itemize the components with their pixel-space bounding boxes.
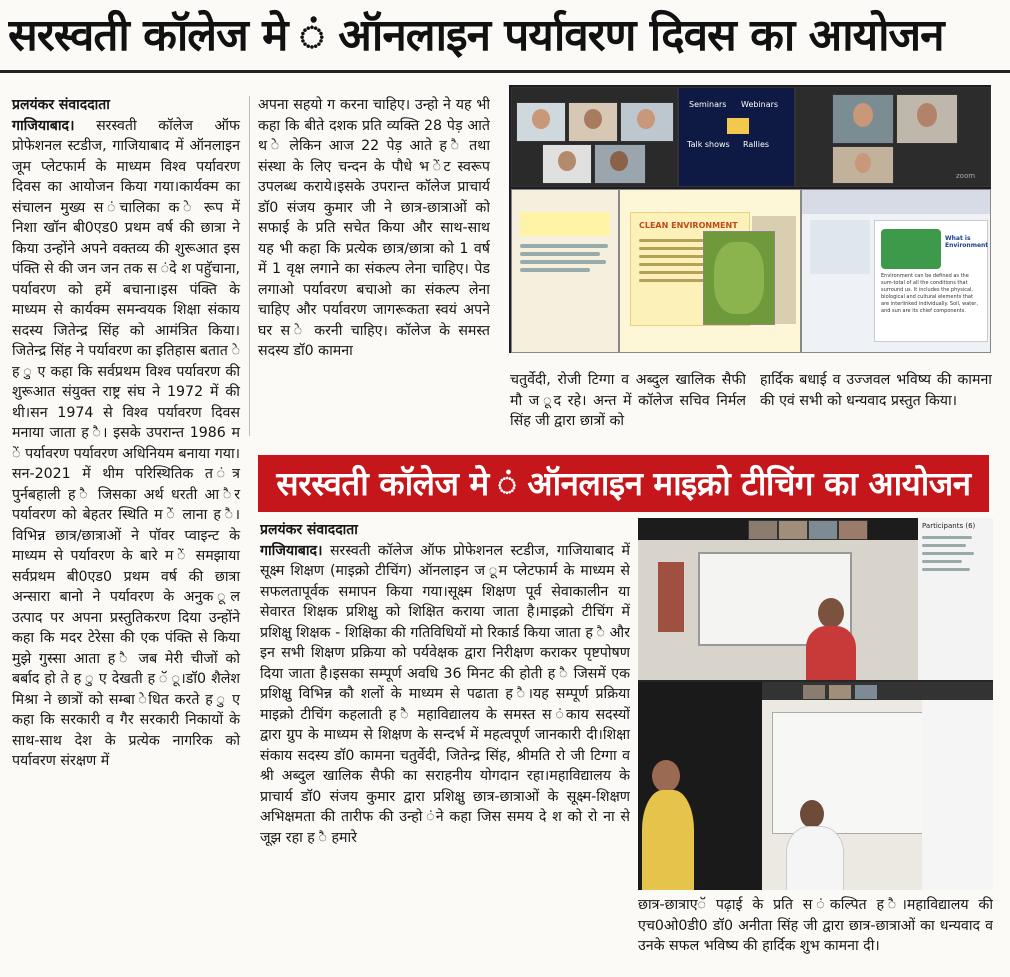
article1-col2-text: अपना सहयो ग करना चाहिए। उन्हो ने यह भी कहा कि बीते दशक प्रति व्यक्ति 28 पेड़ आते थ े लेकिन आज 22 पेड़ आते ह ै तथा संस्था के लिए चन्दन के पौधे भ ेंट स्वरूप उपलब्ध कराये।इसके उपरान्त कॉलेज प्राचार्य डॉ0 संजय कुमार जी ने छात्र-छात्राओं को सफाई के प्रति सचेत किया और साथ-साथ यह भी कहा कि प्रत्येक छात्र/छात्रा को 1 वर्ष में 1 वृक्ष लगाने का संकल्प लेना चाहिए। पेड लगाओ पर्यावरण बचाओ का संकल्प लेना चाहिए और पर्यावरण जागरूकता स्वयं अपने घर स े करनी चाहिए। कॉलेज के समस्त सदस्य डॉ0 कामना <box>258 97 490 359</box>
tile-talk-shows: Talk shows <box>687 140 730 149</box>
article1-column1 <box>12 95 240 970</box>
micro-teaching-photo <box>638 518 993 890</box>
headline-micro-teaching: सरस्वती कॉलेज मे ं ऑनलाइन माइक्रो टीचिंग का आयोजन <box>258 455 989 512</box>
zoom-screen-lower-right <box>762 682 993 890</box>
headline-environment-day: सरस्वती कॉलेज मे ं ऑनलाइन पर्यावरण दिवस का आयोजन <box>8 10 944 61</box>
article1-col1-text: सरस्वती कॉलेज ऑफ प्रोफेशनल स्टडीज, गाजियाबाद में ऑनलाइन जूम प्लेटफार्म के माध्यम विश्व पर्यावरण दिवस का आयोजन किया गया।कार्यक्म का संचालन मुख्य स ंचालिका क े रूप में निशा खॉन बी0एड0 प्रथम वर्ष की छात्रा ने किया उन्होंने अपने वक्तव्य की शुरूआत इस पंक्ति से की जन जन तक स ंदे श पहुॅचाना, पर्यावरण को हमें बचाना।इस पंक्ति के माध्यम से कार्यक्म समन्वयक शिक्षा संकाय सदस्य जितेन्द्र सिंह को आमंत्रित किया।जितेन्द्र सिंह ने पर्यावरण का इतिहास बतात े ह ु ए कहा कि सर्वप्रथम विश्व पर्यावरण की शुरूआत संयुक्त राष्ट्र संघ ने 1972 में की थी।सन 1974 से विश्व पर्यावरण दिवस मनाया जाता ह ै। इसके उपरान्त 1986 म ें पर्यावरण पर्यावरण अधिनियम बनाया गया।सन-2021 में थीम परिस्थितिक त ंत्र पुर्नबहाली ह ै जिसका अर्थ धरती आ ैर पर्यावरण को बेहतर स्थिति म ें लाना ह ै।विभिन्न छात्र/छात्राओं ने पॉवर प्वाइन्ट के माध्यम से पर्यावरण के बारे म ें समझाया सर्वप्रथम बी0एड0 प्रथम वर्ष की छात्रा अन्सारा बानो ने पर्यावरण के अनुक ूल उत्पाद पर अपना प्रस्तुतिकरण दिया उन्होंने कहा कि मदर टेरेसा की एक पंक्ति से किया मुझे गुस्सा आता ह ै जब मेरी चीजों को बर्बाद हो ते ह ु ए देखती ह ॅ ू।डॉ0 शैलेश मिश्रा ने छात्रों को सम्बा ेधित करते ह ु ए कहा कि सरकारी व गैर सरकारी निकायों के साथ-साथ देश के प्रत्येक नागरिक को पर्यावरण संरक्षण में <box>12 117 241 769</box>
article2-caption: छात्र-छात्राएॅ पढ़ाई के प्रति स ंकल्पित ह ै।महाविद्यालय की एच0ओ0डी0 डॉ0 अनीता सिंह जी द्वारा छात्र-छात्राओं का धन्यवाद व उनके सफल भविष्य की हार्दिक शुभ कामना दी। <box>638 897 993 954</box>
center-logo-icon <box>727 118 749 134</box>
slide-green-image <box>703 231 775 325</box>
article2-byline: प्रलयंकर संवाददाता <box>260 522 358 538</box>
tile-rallies: Rallies <box>743 140 770 149</box>
earth-image-icon <box>881 229 941 269</box>
zoom-gallery-2 <box>795 87 991 187</box>
article1-column2 <box>258 95 490 440</box>
slide-what-is-environment <box>801 189 991 353</box>
article1-col3-text: चतुर्वेदी, रोजी टिग्गा व अब्दुल खालिक सैफी मौ ज ूद रहे। अन्त में कॉलेज सचिव निर्मल सिंह जी द्वारा छात्रों को <box>510 372 746 429</box>
zoom-screen-lower-left <box>638 682 762 890</box>
tile-seminars: Seminars <box>689 100 727 109</box>
zoom-gallery-1 <box>511 87 678 187</box>
column-divider <box>249 96 250 436</box>
slide-main <box>874 220 988 342</box>
headline-rule <box>0 70 1010 73</box>
whiteboard-2 <box>772 712 924 834</box>
activities-slide <box>678 87 795 187</box>
article1-place: गाजियाबाद। <box>12 117 75 134</box>
slide-yellow-header <box>520 212 610 236</box>
slide-green-title: CLEAN ENVIRONMENT <box>639 221 738 230</box>
article1-column4 <box>760 370 992 445</box>
article1-column3 <box>510 370 746 445</box>
zoom-collage-photo <box>509 85 991 353</box>
slide-title: What is Environment <box>945 235 989 249</box>
slide-clean-environment <box>511 189 619 353</box>
article1-col4-text: हार्दिक बधाई व उज्जवल भविष्य की कामना की एवं सभी को धन्यवाद प्रस्तुत किया। <box>760 372 992 409</box>
zoom-screen-upper <box>638 518 918 680</box>
photo2-caption <box>638 895 993 975</box>
article2-body <box>260 520 630 975</box>
leaf-shape-icon <box>714 242 764 314</box>
door <box>658 562 684 632</box>
article2-place: गाजियाबाद। <box>260 542 323 559</box>
tile-webinars: Webinars <box>741 100 779 109</box>
participants-label: Participants (6) <box>922 522 976 530</box>
slide-body: Environment can be defined as the sum-total of all the conditions that surround us. It includes the physical, biological and cultural elements that are interlinked individually. Soil, water, and sun are its chief components. <box>881 273 978 314</box>
slide-thumbnails <box>810 220 870 274</box>
article2-text: सरस्वती कॉलेज ऑफ प्रोफेशनल स्टडीज, गाजियाबाद में सूक्ष्म शिक्षण (माइक्रो टीचिंग) ऑनलाइन ज ूम प्लेटफार्म के माध्यम से सफलतापूर्वक समापन किया गया।सूक्ष्म शिक्षण पूर्व सेवाकालीन या सेवारत शिक्षक प्रशिक्षु को शिक्षित कराया जाता है।माइक्रो टीचिंग में प्रशिक्षु शिक्षक - शिक्षिका की गतिविधियों मो रिकार्ड किया जाता ह ै और इन सभी शिक्षण प्रक्रिया को पर्यवेक्षक द्वारा निरीक्षण कराकर पृष्टपोषण दिया जाता है।इसका सम्पूर्ण अवधि 36 मिनट की होती ह ै जिसमें एक प्रशिक्षु विभिन्न कौ शलों के माध्यम से पढाता ह ै।यह सम्पूर्ण प्रक्रिया माइक्रो टीचिंग कहलाती ह ै महाविद्यालय के समस्त स ंकाय सदस्यों द्वारा ग्रुप के माध्यम से शिक्षण के सन्दर्भ में महत्वपूर्ण जानकारी दी।शिक्षा संकाय सदस्य डॉ0 कामना चतुर्वेदी, जितेन्द्र सिंह, श्रीमति रो जी टिग्गा व श्री अब्दुल खालिक सैफी का सराहनीय योगदान रहा।महाविद्यालय के प्राचार्य डॉ0 संजय कुमार द्वारा प्रशिक्षु छात्र-छात्राओं के सूक्ष्म-शिक्षण अभिक्षमता की तारीफ की उन्हो ंने कहा जिस समय दे श को रो ना से जूझ रहा ह ै हमारे <box>260 542 630 846</box>
participants-panel <box>918 518 993 680</box>
zoom-watermark: zoom <box>956 172 976 180</box>
article1-byline: प्रलयंकर संवाददाता <box>12 97 110 113</box>
